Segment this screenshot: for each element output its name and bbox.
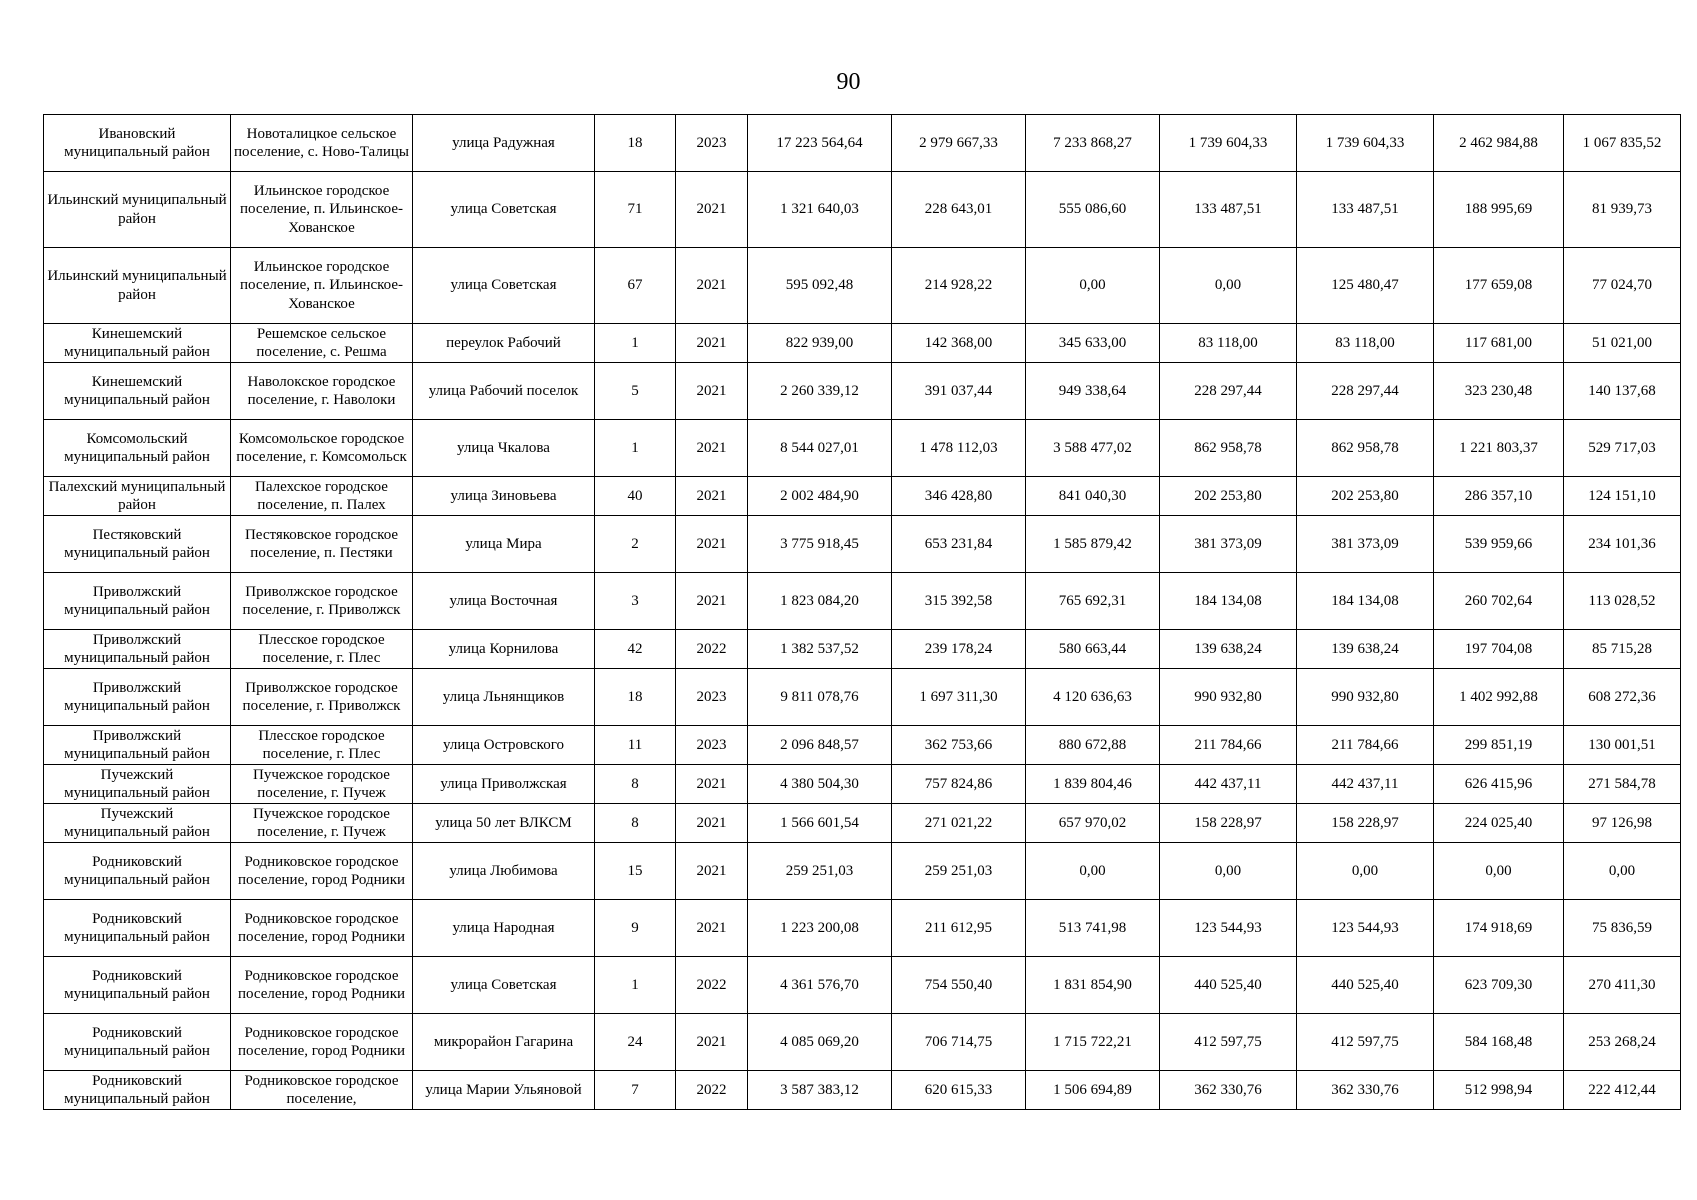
total-cost-cell: 1 382 537,52 xyxy=(748,630,892,669)
total-cost-cell: 822 939,00 xyxy=(748,324,892,363)
house-number-cell: 71 xyxy=(595,172,676,248)
cost-cell-3: 83 118,00 xyxy=(1160,324,1297,363)
cost-cell-2: 4 120 636,63 xyxy=(1026,669,1160,726)
cost-cell-3: 123 544,93 xyxy=(1160,900,1297,957)
settlement-cell: Пучежское городское поселение, г. Пучеж xyxy=(231,804,413,843)
district-cell: Родниковский муниципальный район xyxy=(44,1014,231,1071)
year-cell: 2022 xyxy=(676,957,748,1014)
cost-cell-5: 286 357,10 xyxy=(1434,477,1564,516)
district-cell: Приволжский муниципальный район xyxy=(44,669,231,726)
cost-cell-5: 584 168,48 xyxy=(1434,1014,1564,1071)
settlement-cell: Комсомольское городское поселение, г. Комсомольск xyxy=(231,420,413,477)
cost-cell-6: 234 101,36 xyxy=(1564,516,1681,573)
settlement-cell: Плесское городское поселение, г. Плес xyxy=(231,630,413,669)
table-row xyxy=(44,115,1681,172)
table-row xyxy=(44,804,1681,843)
cost-cell-6: 608 272,36 xyxy=(1564,669,1681,726)
total-cost-cell: 2 260 339,12 xyxy=(748,363,892,420)
cost-cell-1: 2 979 667,33 xyxy=(892,115,1026,172)
settlement-cell: Наволокское городское поселение, г. Наволоки xyxy=(231,363,413,420)
cost-cell-6: 253 268,24 xyxy=(1564,1014,1681,1071)
cost-cell-3: 362 330,76 xyxy=(1160,1071,1297,1110)
house-number-cell: 18 xyxy=(595,115,676,172)
house-number-cell: 40 xyxy=(595,477,676,516)
cost-cell-5: 323 230,48 xyxy=(1434,363,1564,420)
cost-cell-4: 123 544,93 xyxy=(1297,900,1434,957)
cost-cell-6: 124 151,10 xyxy=(1564,477,1681,516)
street-cell: улица Радужная xyxy=(413,115,595,172)
cost-cell-4: 1 739 604,33 xyxy=(1297,115,1434,172)
cost-cell-4: 125 480,47 xyxy=(1297,248,1434,324)
cost-cell-6: 529 717,03 xyxy=(1564,420,1681,477)
cost-cell-6: 222 412,44 xyxy=(1564,1071,1681,1110)
cost-cell-3: 228 297,44 xyxy=(1160,363,1297,420)
settlement-cell: Ильинское городское поселение, п. Ильинское-Хованское xyxy=(231,248,413,324)
cost-cell-2: 7 233 868,27 xyxy=(1026,115,1160,172)
total-cost-cell: 1 321 640,03 xyxy=(748,172,892,248)
street-cell: улица Приволжская xyxy=(413,765,595,804)
cost-cell-5: 0,00 xyxy=(1434,843,1564,900)
cost-cell-4: 184 134,08 xyxy=(1297,573,1434,630)
table-row xyxy=(44,363,1681,420)
table-row xyxy=(44,900,1681,957)
cost-cell-5: 117 681,00 xyxy=(1434,324,1564,363)
cost-cell-5: 174 918,69 xyxy=(1434,900,1564,957)
table-row xyxy=(44,630,1681,669)
house-number-cell: 5 xyxy=(595,363,676,420)
cost-cell-1: 315 392,58 xyxy=(892,573,1026,630)
settlement-cell: Родниковское городское поселение, город Родники xyxy=(231,843,413,900)
table-row xyxy=(44,324,1681,363)
house-number-cell: 24 xyxy=(595,1014,676,1071)
cost-cell-2: 1 831 854,90 xyxy=(1026,957,1160,1014)
page-number: 90 xyxy=(836,69,861,95)
cost-cell-6: 97 126,98 xyxy=(1564,804,1681,843)
cost-cell-1: 653 231,84 xyxy=(892,516,1026,573)
cost-cell-3: 381 373,09 xyxy=(1160,516,1297,573)
total-cost-cell: 1 566 601,54 xyxy=(748,804,892,843)
cost-cell-3: 862 958,78 xyxy=(1160,420,1297,477)
street-cell: улица Советская xyxy=(413,172,595,248)
street-cell: улица 50 лет ВЛКСМ xyxy=(413,804,595,843)
district-cell: Кинешемский муниципальный район xyxy=(44,324,231,363)
cost-cell-2: 555 086,60 xyxy=(1026,172,1160,248)
cost-cell-2: 513 741,98 xyxy=(1026,900,1160,957)
year-cell: 2021 xyxy=(676,248,748,324)
cost-cell-6: 270 411,30 xyxy=(1564,957,1681,1014)
total-cost-cell: 2 002 484,90 xyxy=(748,477,892,516)
table-row xyxy=(44,765,1681,804)
district-cell: Пучежский муниципальный район xyxy=(44,804,231,843)
total-cost-cell: 259 251,03 xyxy=(748,843,892,900)
cost-cell-4: 228 297,44 xyxy=(1297,363,1434,420)
cost-cell-1: 1 697 311,30 xyxy=(892,669,1026,726)
street-cell: микрорайон Гагарина xyxy=(413,1014,595,1071)
cost-cell-5: 2 462 984,88 xyxy=(1434,115,1564,172)
cost-cell-3: 0,00 xyxy=(1160,248,1297,324)
cost-cell-2: 1 506 694,89 xyxy=(1026,1071,1160,1110)
settlement-cell: Решемское сельское поселение, с. Решма xyxy=(231,324,413,363)
year-cell: 2023 xyxy=(676,669,748,726)
district-cell: Родниковский муниципальный район xyxy=(44,900,231,957)
street-cell: улица Восточная xyxy=(413,573,595,630)
cost-cell-4: 211 784,66 xyxy=(1297,726,1434,765)
cost-cell-4: 442 437,11 xyxy=(1297,765,1434,804)
table-body xyxy=(44,115,1681,1110)
year-cell: 2021 xyxy=(676,420,748,477)
year-cell: 2022 xyxy=(676,1071,748,1110)
cost-cell-3: 442 437,11 xyxy=(1160,765,1297,804)
cost-cell-1: 239 178,24 xyxy=(892,630,1026,669)
total-cost-cell: 2 096 848,57 xyxy=(748,726,892,765)
street-cell: переулок Рабочий xyxy=(413,324,595,363)
cost-cell-5: 623 709,30 xyxy=(1434,957,1564,1014)
total-cost-cell: 595 092,48 xyxy=(748,248,892,324)
table-row xyxy=(44,1014,1681,1071)
district-cell: Пучежский муниципальный район xyxy=(44,765,231,804)
year-cell: 2021 xyxy=(676,516,748,573)
year-cell: 2023 xyxy=(676,726,748,765)
settlement-cell: Родниковское городское поселение, xyxy=(231,1071,413,1110)
cost-cell-3: 202 253,80 xyxy=(1160,477,1297,516)
settlement-cell: Родниковское городское поселение, город Родники xyxy=(231,900,413,957)
cost-cell-6: 51 021,00 xyxy=(1564,324,1681,363)
cost-cell-4: 202 253,80 xyxy=(1297,477,1434,516)
settlement-cell: Пучежское городское поселение, г. Пучеж xyxy=(231,765,413,804)
district-cell: Родниковский муниципальный район xyxy=(44,843,231,900)
table-row xyxy=(44,669,1681,726)
cost-cell-4: 862 958,78 xyxy=(1297,420,1434,477)
table-row xyxy=(44,248,1681,324)
house-number-cell: 7 xyxy=(595,1071,676,1110)
year-cell: 2021 xyxy=(676,900,748,957)
house-number-cell: 3 xyxy=(595,573,676,630)
year-cell: 2021 xyxy=(676,477,748,516)
cost-cell-5: 539 959,66 xyxy=(1434,516,1564,573)
settlement-cell: Пестяковское городское поселение, п. Пестяки xyxy=(231,516,413,573)
cost-cell-2: 765 692,31 xyxy=(1026,573,1160,630)
district-cell: Палехский муниципальный район xyxy=(44,477,231,516)
table-row xyxy=(44,726,1681,765)
cost-cell-1: 362 753,66 xyxy=(892,726,1026,765)
cost-cell-3: 133 487,51 xyxy=(1160,172,1297,248)
settlement-cell: Приволжское городское поселение, г. Приволжск xyxy=(231,669,413,726)
cost-cell-4: 440 525,40 xyxy=(1297,957,1434,1014)
cost-cell-4: 412 597,75 xyxy=(1297,1014,1434,1071)
cost-cell-4: 0,00 xyxy=(1297,843,1434,900)
cost-cell-1: 757 824,86 xyxy=(892,765,1026,804)
total-cost-cell: 4 380 504,30 xyxy=(748,765,892,804)
cost-cell-6: 81 939,73 xyxy=(1564,172,1681,248)
cost-cell-4: 139 638,24 xyxy=(1297,630,1434,669)
year-cell: 2021 xyxy=(676,363,748,420)
street-cell: улица Рабочий поселок xyxy=(413,363,595,420)
district-cell: Приволжский муниципальный район xyxy=(44,573,231,630)
district-cell: Родниковский муниципальный район xyxy=(44,957,231,1014)
table-row xyxy=(44,420,1681,477)
settlement-cell: Плесское городское поселение, г. Плес xyxy=(231,726,413,765)
table-row xyxy=(44,843,1681,900)
district-cell: Комсомольский муниципальный район xyxy=(44,420,231,477)
cost-cell-5: 224 025,40 xyxy=(1434,804,1564,843)
total-cost-cell: 3 775 918,45 xyxy=(748,516,892,573)
table-row xyxy=(44,1071,1681,1110)
cost-cell-1: 1 478 112,03 xyxy=(892,420,1026,477)
cost-cell-1: 391 037,44 xyxy=(892,363,1026,420)
street-cell: улица Советская xyxy=(413,957,595,1014)
cost-cell-3: 184 134,08 xyxy=(1160,573,1297,630)
house-number-cell: 8 xyxy=(595,804,676,843)
house-number-cell: 1 xyxy=(595,420,676,477)
cost-cell-3: 0,00 xyxy=(1160,843,1297,900)
street-cell: улица Мира xyxy=(413,516,595,573)
house-number-cell: 2 xyxy=(595,516,676,573)
cost-cell-3: 440 525,40 xyxy=(1160,957,1297,1014)
cost-cell-6: 0,00 xyxy=(1564,843,1681,900)
street-cell: улица Чкалова xyxy=(413,420,595,477)
settlement-cell: Ильинское городское поселение, п. Ильинское-Хованское xyxy=(231,172,413,248)
street-cell: улица Любимова xyxy=(413,843,595,900)
cost-cell-4: 362 330,76 xyxy=(1297,1071,1434,1110)
total-cost-cell: 17 223 564,64 xyxy=(748,115,892,172)
cost-cell-6: 140 137,68 xyxy=(1564,363,1681,420)
settlement-cell: Приволжское городское поселение, г. Приволжск xyxy=(231,573,413,630)
street-cell: улица Советская xyxy=(413,248,595,324)
cost-cell-6: 75 836,59 xyxy=(1564,900,1681,957)
total-cost-cell: 3 587 383,12 xyxy=(748,1071,892,1110)
total-cost-cell: 8 544 027,01 xyxy=(748,420,892,477)
cost-cell-1: 259 251,03 xyxy=(892,843,1026,900)
street-cell: улица Островского xyxy=(413,726,595,765)
total-cost-cell: 1 223 200,08 xyxy=(748,900,892,957)
cost-cell-2: 580 663,44 xyxy=(1026,630,1160,669)
cost-cell-5: 188 995,69 xyxy=(1434,172,1564,248)
table-row xyxy=(44,573,1681,630)
cost-cell-1: 271 021,22 xyxy=(892,804,1026,843)
year-cell: 2021 xyxy=(676,1014,748,1071)
total-cost-cell: 9 811 078,76 xyxy=(748,669,892,726)
year-cell: 2021 xyxy=(676,573,748,630)
cost-cell-2: 345 633,00 xyxy=(1026,324,1160,363)
cost-cell-2: 657 970,02 xyxy=(1026,804,1160,843)
cost-cell-4: 158 228,97 xyxy=(1297,804,1434,843)
house-number-cell: 11 xyxy=(595,726,676,765)
cost-cell-1: 142 368,00 xyxy=(892,324,1026,363)
cost-cell-2: 0,00 xyxy=(1026,843,1160,900)
cost-cell-3: 412 597,75 xyxy=(1160,1014,1297,1071)
year-cell: 2021 xyxy=(676,172,748,248)
cost-cell-1: 620 615,33 xyxy=(892,1071,1026,1110)
cost-cell-1: 346 428,80 xyxy=(892,477,1026,516)
year-cell: 2021 xyxy=(676,324,748,363)
street-cell: улица Зиновьева xyxy=(413,477,595,516)
cost-cell-3: 990 932,80 xyxy=(1160,669,1297,726)
table-row xyxy=(44,172,1681,248)
cost-cell-5: 177 659,08 xyxy=(1434,248,1564,324)
district-cell: Пестяковский муниципальный район xyxy=(44,516,231,573)
cost-cell-5: 512 998,94 xyxy=(1434,1071,1564,1110)
cost-cell-3: 139 638,24 xyxy=(1160,630,1297,669)
cost-cell-1: 214 928,22 xyxy=(892,248,1026,324)
district-cell: Ильинский муниципальный район xyxy=(44,172,231,248)
street-cell: улица Марии Ульяновой xyxy=(413,1071,595,1110)
cost-cell-5: 1 402 992,88 xyxy=(1434,669,1564,726)
cost-cell-1: 706 714,75 xyxy=(892,1014,1026,1071)
cost-cell-2: 0,00 xyxy=(1026,248,1160,324)
settlement-cell: Родниковское городское поселение, город Родники xyxy=(231,957,413,1014)
cost-cell-1: 754 550,40 xyxy=(892,957,1026,1014)
year-cell: 2023 xyxy=(676,115,748,172)
housing-repair-table xyxy=(43,114,1681,1110)
house-number-cell: 18 xyxy=(595,669,676,726)
cost-cell-5: 197 704,08 xyxy=(1434,630,1564,669)
cost-cell-2: 1 585 879,42 xyxy=(1026,516,1160,573)
cost-cell-6: 113 028,52 xyxy=(1564,573,1681,630)
settlement-cell: Родниковское городское поселение, город Родники xyxy=(231,1014,413,1071)
table-row xyxy=(44,957,1681,1014)
house-number-cell: 42 xyxy=(595,630,676,669)
table-row xyxy=(44,477,1681,516)
cost-cell-2: 880 672,88 xyxy=(1026,726,1160,765)
cost-cell-2: 841 040,30 xyxy=(1026,477,1160,516)
district-cell: Ильинский муниципальный район xyxy=(44,248,231,324)
cost-cell-4: 133 487,51 xyxy=(1297,172,1434,248)
cost-cell-6: 85 715,28 xyxy=(1564,630,1681,669)
house-number-cell: 9 xyxy=(595,900,676,957)
cost-cell-2: 949 338,64 xyxy=(1026,363,1160,420)
total-cost-cell: 4 361 576,70 xyxy=(748,957,892,1014)
cost-cell-5: 626 415,96 xyxy=(1434,765,1564,804)
district-cell: Ивановский муниципальный район xyxy=(44,115,231,172)
cost-cell-2: 1 715 722,21 xyxy=(1026,1014,1160,1071)
cost-cell-3: 1 739 604,33 xyxy=(1160,115,1297,172)
cost-cell-2: 1 839 804,46 xyxy=(1026,765,1160,804)
house-number-cell: 8 xyxy=(595,765,676,804)
cost-cell-3: 211 784,66 xyxy=(1160,726,1297,765)
cost-cell-6: 1 067 835,52 xyxy=(1564,115,1681,172)
total-cost-cell: 1 823 084,20 xyxy=(748,573,892,630)
cost-cell-1: 228 643,01 xyxy=(892,172,1026,248)
year-cell: 2021 xyxy=(676,843,748,900)
cost-cell-1: 211 612,95 xyxy=(892,900,1026,957)
cost-cell-4: 83 118,00 xyxy=(1297,324,1434,363)
year-cell: 2021 xyxy=(676,804,748,843)
cost-cell-5: 1 221 803,37 xyxy=(1434,420,1564,477)
settlement-cell: Палехское городское поселение, п. Палех xyxy=(231,477,413,516)
district-cell: Кинешемский муниципальный район xyxy=(44,363,231,420)
cost-cell-6: 271 584,78 xyxy=(1564,765,1681,804)
street-cell: улица Льнянщиков xyxy=(413,669,595,726)
year-cell: 2022 xyxy=(676,630,748,669)
cost-cell-4: 990 932,80 xyxy=(1297,669,1434,726)
cost-cell-4: 381 373,09 xyxy=(1297,516,1434,573)
district-cell: Родниковский муниципальный район xyxy=(44,1071,231,1110)
cost-cell-3: 158 228,97 xyxy=(1160,804,1297,843)
year-cell: 2021 xyxy=(676,765,748,804)
house-number-cell: 1 xyxy=(595,957,676,1014)
house-number-cell: 15 xyxy=(595,843,676,900)
total-cost-cell: 4 085 069,20 xyxy=(748,1014,892,1071)
cost-cell-5: 260 702,64 xyxy=(1434,573,1564,630)
cost-cell-6: 130 001,51 xyxy=(1564,726,1681,765)
street-cell: улица Корнилова xyxy=(413,630,595,669)
table-row xyxy=(44,516,1681,573)
district-cell: Приволжский муниципальный район xyxy=(44,726,231,765)
cost-cell-5: 299 851,19 xyxy=(1434,726,1564,765)
district-cell: Приволжский муниципальный район xyxy=(44,630,231,669)
settlement-cell: Новоталицкое сельское поселение, с. Ново-Талицы xyxy=(231,115,413,172)
house-number-cell: 1 xyxy=(595,324,676,363)
cost-cell-6: 77 024,70 xyxy=(1564,248,1681,324)
street-cell: улица Народная xyxy=(413,900,595,957)
cost-cell-2: 3 588 477,02 xyxy=(1026,420,1160,477)
house-number-cell: 67 xyxy=(595,248,676,324)
